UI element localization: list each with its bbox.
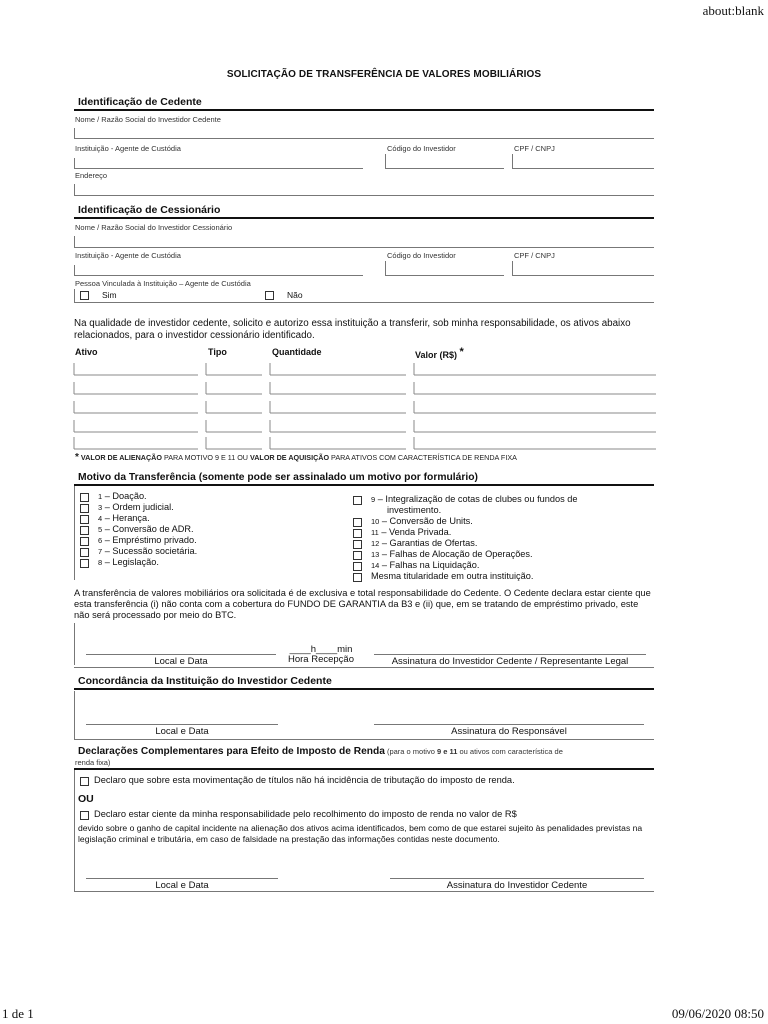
cedente-address-label: Endereço — [75, 171, 108, 180]
concordancia-left-rule — [74, 691, 75, 739]
motivo-option-label — [98, 513, 150, 523]
field-tick — [74, 184, 75, 195]
section-cessionario-heading: Identificação de Cessionário — [74, 204, 654, 219]
field-tick — [385, 261, 386, 275]
sig1-reception-label: Hora Recepção — [287, 654, 354, 665]
ir-heading-note-1: (para o motivo — [384, 747, 437, 756]
motivo-option-label — [371, 527, 451, 537]
page-count: 1 de 1 — [2, 1006, 34, 1021]
field-tick — [385, 154, 386, 168]
field-tick — [512, 261, 513, 275]
motivo-option-label — [98, 491, 147, 501]
motivo-option-label — [387, 505, 441, 515]
field-tick — [512, 154, 513, 168]
linked-no-checkbox[interactable] — [265, 291, 274, 300]
cessionario-cpf-field[interactable] — [512, 275, 654, 276]
field-tick — [74, 236, 75, 247]
motivo-number: 5 — [98, 525, 103, 534]
motivo-number: 9 — [371, 495, 376, 504]
cessionario-name-label: Nome / Razão Social do Investidor Cessionário — [75, 223, 233, 232]
cedente-institution-field[interactable] — [74, 168, 363, 169]
motivo-number: 1 — [98, 492, 103, 501]
concordancia-place-date-line[interactable] — [86, 724, 278, 725]
motivo-checkbox[interactable] — [353, 496, 362, 505]
motivo-text: – Herança. — [102, 513, 150, 523]
motivo-number: 7 — [98, 547, 103, 556]
ir-heading-note-3: renda fixa) — [75, 758, 111, 767]
footnote-bold-1: VALOR DE ALIENAÇÃO — [80, 453, 162, 462]
concordancia-place-date-label: Local e Data — [155, 726, 209, 737]
cedente-investor-code-label: Código do Investidor — [387, 144, 456, 153]
ir-option1-checkbox[interactable] — [80, 777, 89, 786]
motivo-option-label — [371, 560, 479, 570]
section-cedente-heading: Identificação de Cedente — [74, 96, 654, 111]
asterisk-mark: * — [459, 346, 464, 358]
motivo-option-label — [371, 494, 577, 504]
cessionario-cpf-label: CPF / CNPJ — [514, 251, 555, 260]
motivo-checkbox[interactable] — [353, 529, 362, 538]
ir-left-rule — [74, 770, 75, 891]
motivo-option-label — [98, 524, 194, 534]
linked-yes-checkbox[interactable] — [80, 291, 89, 300]
ir-heading-note-2: ou ativos com característica de — [457, 747, 563, 756]
assets-table-grid[interactable] — [70, 356, 660, 452]
motivo-option-label — [371, 516, 473, 526]
footnote-text-1: PARA MOTIVO 9 E 11 OU — [161, 453, 250, 462]
ir-option1-label: Declaro que sobre esta movimentação de títulos não há incidência de tributação do imposto de renda. — [94, 775, 515, 785]
motivo-text: – Ordem judicial. — [102, 502, 174, 512]
sig1-time-field[interactable]: ____h____min — [289, 644, 353, 655]
table-footnote — [75, 452, 517, 463]
motivo-checkbox[interactable] — [80, 526, 89, 535]
ir-bottom-rule — [74, 891, 654, 892]
col-quantidade-header: Quantidade — [272, 347, 322, 357]
motivo-checkbox[interactable] — [80, 504, 89, 513]
cedente-cpf-field[interactable] — [512, 168, 654, 169]
motivo-checkbox[interactable] — [80, 515, 89, 524]
cedente-institution-label: Instituição - Agente de Custódia — [75, 144, 181, 153]
motivo-option-label — [371, 549, 533, 559]
sig1-place-date-label: Local e Data — [154, 656, 208, 667]
motivo-checkbox[interactable] — [353, 573, 362, 582]
section-concordancia-heading: Concordância da Instituição do Investidor Cedente — [74, 675, 654, 690]
motivo-checkbox[interactable] — [353, 551, 362, 560]
motivo-number: 8 — [98, 558, 103, 567]
form-title: SOLICITAÇÃO DE TRANSFERÊNCIA DE VALORES MOBILIÁRIOS — [226, 69, 542, 80]
ir-or-label: OU — [78, 793, 94, 805]
footnote-bold-2: VALOR DE AQUISIÇÃO — [249, 453, 330, 462]
motivo-text: – Empréstimo privado. — [102, 535, 197, 545]
motivo-option-label — [371, 538, 477, 548]
motivo-option-label — [98, 557, 159, 567]
motivo-text: – Legislação. — [102, 557, 159, 567]
cessionario-institution-field[interactable] — [74, 275, 363, 276]
authorization-text: Na qualidade de investidor cedente, solicito e autorizo essa instituição a transferir, sob minha responsabilidade, os ativos abaixo relacionados, para o investidor cessionário identificado. — [74, 318, 631, 341]
section-motivo-heading: Motivo da Transferência (somente pode ser assinalado um motivo por formulário) — [74, 472, 654, 486]
motivo-text: – Integralização de cotas de clubes ou fundos de — [375, 494, 578, 504]
cessionario-name-field[interactable] — [74, 247, 654, 248]
sig1-signature-line[interactable] — [374, 654, 646, 655]
ir-heading-rule — [74, 768, 654, 770]
motivo-text: – Venda Privada. — [378, 527, 452, 537]
cedente-name-label: Nome / Razão Social do Investidor Cedente — [75, 115, 221, 124]
col-tipo-header: Tipo — [208, 347, 227, 357]
motivo-number: 14 — [371, 561, 380, 570]
cedente-address-field[interactable] — [74, 195, 654, 196]
ir-option2-continuation: devido sobre o ganho de capital incidente na alienação dos ativos acima identificados, bem como de que estarei sujeito às penalidades previstas na legislação criminal e tributária, em caso de falsidade na prestação das informações contidas neste documento. — [78, 823, 643, 844]
motivo-text: Mesma titularidade em outra instituição. — [371, 571, 534, 581]
ir-place-date-line[interactable] — [86, 878, 278, 879]
motivo-option-label — [371, 571, 533, 581]
motivo-checkbox[interactable] — [80, 559, 89, 568]
footnote-star: * — [75, 452, 79, 463]
cedente-cpf-label: CPF / CNPJ — [514, 144, 555, 153]
ir-heading-note-bold: 9 e 11 — [436, 747, 458, 756]
linked-no-label: Não — [287, 290, 303, 300]
motivo-text: investimento. — [387, 505, 442, 515]
concordancia-signature-line[interactable] — [374, 724, 644, 725]
motivo-checkbox[interactable] — [353, 540, 362, 549]
motivo-number: 11 — [371, 528, 379, 537]
cessionario-investor-code-label: Código do Investidor — [387, 251, 456, 260]
field-tick — [74, 158, 75, 168]
sig1-signature-label: Assinatura do Investidor Cedente / Representante Legal — [391, 656, 629, 667]
ir-option2-label: Declaro estar ciente da minha responsabilidade pelo recolhimento do imposto de renda no valor de R$ — [94, 809, 517, 819]
cedente-name-field[interactable] — [74, 138, 654, 139]
motivo-checkbox[interactable] — [353, 562, 362, 571]
motivo-text: – Conversão de ADR. — [102, 524, 194, 534]
motivo-text: – Doação. — [102, 491, 147, 501]
sig1-place-date-line[interactable] — [86, 654, 276, 655]
ir-place-date-label: Local e Data — [155, 880, 209, 891]
motivo-text: – Falhas na Liquidação. — [379, 560, 480, 570]
motivo-text: – Conversão de Units. — [379, 516, 473, 526]
motivo-option-label — [98, 546, 197, 556]
field-tick — [74, 289, 75, 302]
motivo-option-label — [98, 502, 174, 512]
cessionario-institution-label: Instituição - Agente de Custódia — [75, 251, 181, 260]
ir-signature-line[interactable] — [390, 878, 644, 879]
ir-heading-title: Declarações Complementares para Efeito de Imposto de Renda — [78, 746, 385, 757]
cessionario-investor-code-field[interactable] — [385, 275, 504, 276]
col-ativo-header: Ativo — [75, 347, 98, 357]
print-datestamp: 09/06/2020 08:50 — [671, 1006, 764, 1021]
linked-divider — [74, 302, 654, 303]
sig1-bottom-rule — [74, 667, 654, 668]
linked-person-label: Pessoa Vinculada à Instituição – Agente de Custódia — [75, 279, 251, 288]
field-tick — [74, 128, 75, 138]
ir-option2-checkbox[interactable] — [80, 811, 89, 820]
declaration-text: A transferência de valores mobiliários ora solicitada é de exclusiva e total responsabilidade do Cedente. O Cedente declara estar ciente que esta transferência (i) não conta com a cobertura do FUNDO DE GARANTIA da B3 e (ii) que, em se tratando de empréstimo privado, este não será processado por meio do BTC. — [74, 588, 651, 620]
motivo-left-rule — [74, 486, 75, 580]
browser-url: about:blank — [702, 3, 764, 18]
concordancia-signature-label: Assinatura do Responsável — [451, 726, 567, 737]
sig1-left-rule — [74, 623, 75, 665]
concordancia-bottom-rule — [74, 739, 654, 740]
motivo-number: 6 — [98, 536, 103, 545]
motivo-text: – Falhas de Alocação de Operações. — [379, 549, 533, 559]
cedente-investor-code-field[interactable] — [385, 168, 504, 169]
motivo-checkbox[interactable] — [353, 518, 362, 527]
col-valor-header: Valor (R$) * — [415, 346, 464, 360]
motivo-number: 12 — [371, 539, 380, 548]
motivo-checkbox[interactable] — [80, 493, 89, 502]
motivo-number: 13 — [371, 550, 380, 559]
motivo-checkbox[interactable] — [80, 537, 89, 546]
motivo-number: 10 — [371, 517, 380, 526]
section-ir-heading — [78, 746, 653, 757]
linked-yes-label: Sim — [102, 290, 117, 300]
motivo-text: – Sucessão societária. — [102, 546, 198, 556]
motivo-checkbox[interactable] — [80, 548, 89, 557]
field-tick — [74, 265, 75, 275]
motivo-option-label — [98, 535, 197, 545]
ir-signature-label: Assinatura do Investidor Cedente — [446, 880, 588, 891]
footnote-text-2: PARA ATIVOS COM CARACTERÍSTICA DE RENDA FIXA — [329, 453, 517, 462]
motivo-number: 3 — [98, 503, 103, 512]
motivo-number: 4 — [98, 514, 103, 523]
motivo-text: – Garantias de Ofertas. — [379, 538, 478, 548]
